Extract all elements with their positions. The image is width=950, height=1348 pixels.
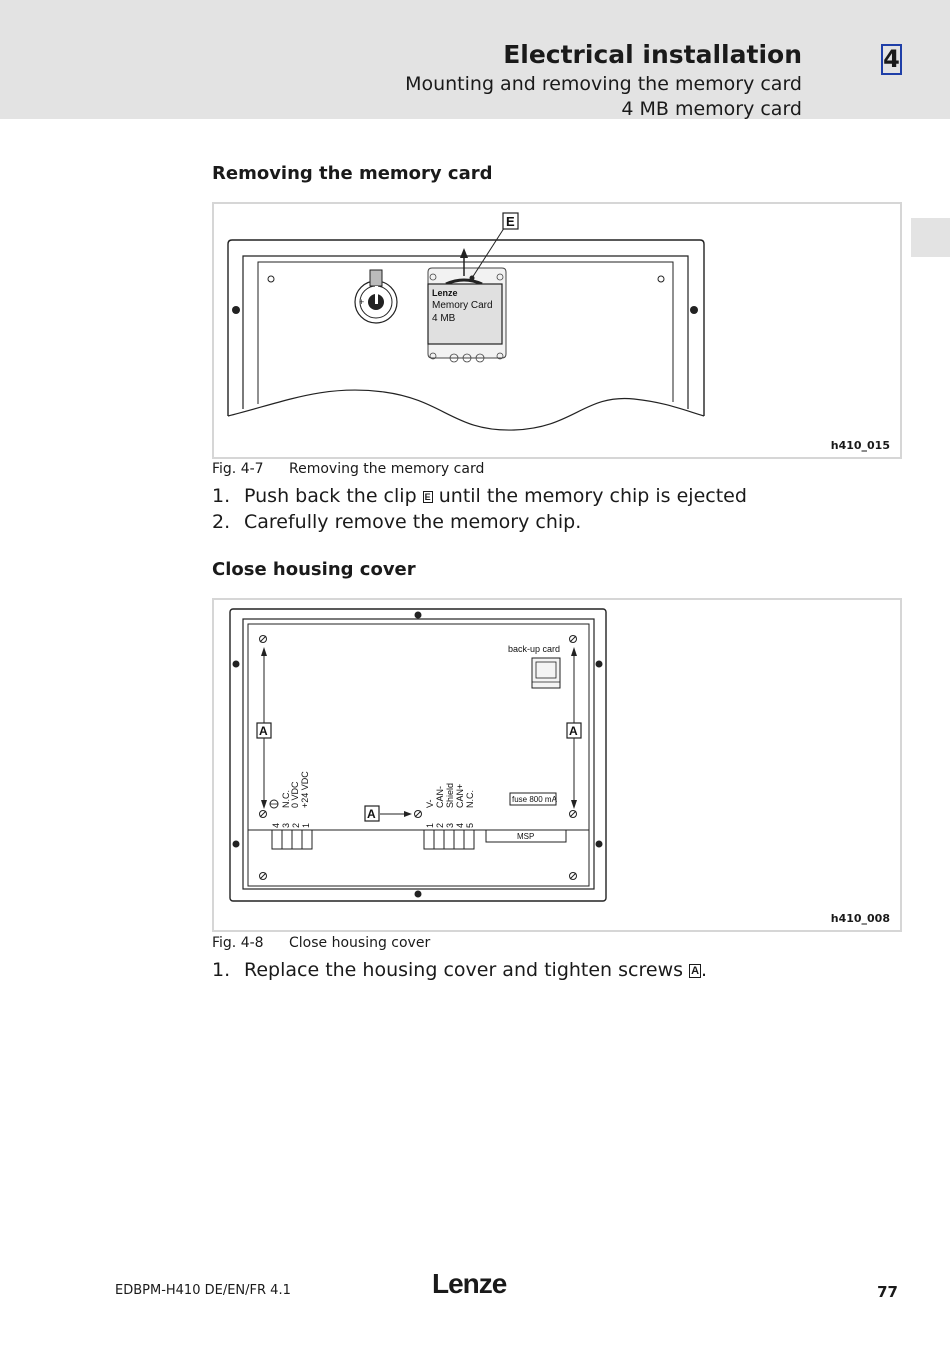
page-subtitle-1: Mounting and removing the memory card (405, 73, 802, 95)
caption-number: Fig. 4-8 (212, 935, 264, 951)
right-terminal-label-2: CAN- (435, 786, 445, 808)
step-number: 1. (212, 959, 231, 981)
right-terminal-label-1: V- (425, 799, 435, 808)
left-terminal-num-3: 3 (281, 822, 291, 828)
chapter-side-tab (911, 218, 950, 257)
step-text: Push back the clip (244, 485, 417, 507)
footer-document-id: EDBPM-H410 DE/EN/FR 4.1 (115, 1283, 291, 1298)
right-terminal-label-3: Shield (445, 782, 455, 808)
step-1-close (212, 959, 707, 981)
memory-card-diagram (214, 204, 900, 457)
right-terminal-num-1: 1 (425, 822, 435, 828)
section-heading-removing: Removing the memory card (212, 163, 493, 184)
figure-caption-2 (212, 935, 430, 951)
step-number: 1. (212, 485, 231, 507)
housing-cover-diagram (214, 600, 900, 930)
caption-text: Removing the memory card (289, 461, 485, 477)
page-number: 77 (877, 1283, 898, 1301)
step-text-after: until the memory chip is ejected (438, 485, 747, 507)
inline-key-e: E (424, 492, 431, 502)
step-text: Carefully remove the memory chip. (244, 511, 582, 533)
step-2-removing (212, 511, 581, 533)
label-a-left: A (259, 724, 268, 738)
fuse-label: fuse 800 mA (512, 795, 557, 804)
figure-id: h410_008 (830, 912, 890, 925)
section-heading-close: Close housing cover (212, 559, 416, 580)
left-terminal-label-1: N.C. (281, 790, 291, 808)
step-text-after: . (701, 959, 708, 981)
right-terminal-label-5: N.C. (465, 790, 475, 808)
step-text: Replace the housing cover and tighten screws (244, 959, 684, 981)
page-title: Electrical installation (503, 40, 802, 69)
right-terminal-label-4: CAN+ (455, 783, 465, 808)
step-number: 2. (212, 511, 231, 533)
chapter-number: 4 (881, 44, 902, 75)
figure-close-housing-cover (212, 598, 902, 932)
left-terminal-num-4: 4 (271, 822, 281, 828)
card-line2-label: 4 MB (432, 313, 456, 324)
label-a-right: A (569, 724, 578, 738)
backup-card-label: back-up card (508, 644, 561, 654)
left-terminal-label-2: 0 VDC (290, 781, 300, 808)
label-a-center: A (367, 807, 376, 821)
left-terminal-num-1: 1 (301, 822, 311, 828)
page-subtitle-2: 4 MB memory card (621, 98, 802, 120)
right-terminal-num-4: 4 (455, 822, 465, 828)
figure-id: h410_015 (830, 439, 890, 452)
figure-removing-memory-card (212, 202, 902, 459)
left-terminal-label-3: +24 VDC (300, 771, 310, 808)
left-terminal-num-2: 2 (291, 822, 301, 828)
header-band (0, 0, 950, 119)
step-1-removing (212, 485, 747, 507)
caption-text: Close housing cover (289, 935, 431, 951)
caption-number: Fig. 4-7 (212, 461, 264, 477)
card-line1-label: Memory Card (432, 300, 493, 311)
lenze-logo: Lenze (432, 1268, 507, 1299)
label-e: E (506, 214, 515, 229)
right-terminal-num-5: 5 (465, 822, 475, 828)
card-brand-label: Lenze (432, 288, 458, 298)
msp-label: MSP (517, 832, 535, 841)
right-terminal-num-3: 3 (445, 822, 455, 828)
inline-key-a: A (691, 965, 700, 977)
right-terminal-num-2: 2 (435, 822, 445, 828)
figure-caption-1 (212, 461, 484, 477)
svg-text:+: + (359, 297, 365, 307)
